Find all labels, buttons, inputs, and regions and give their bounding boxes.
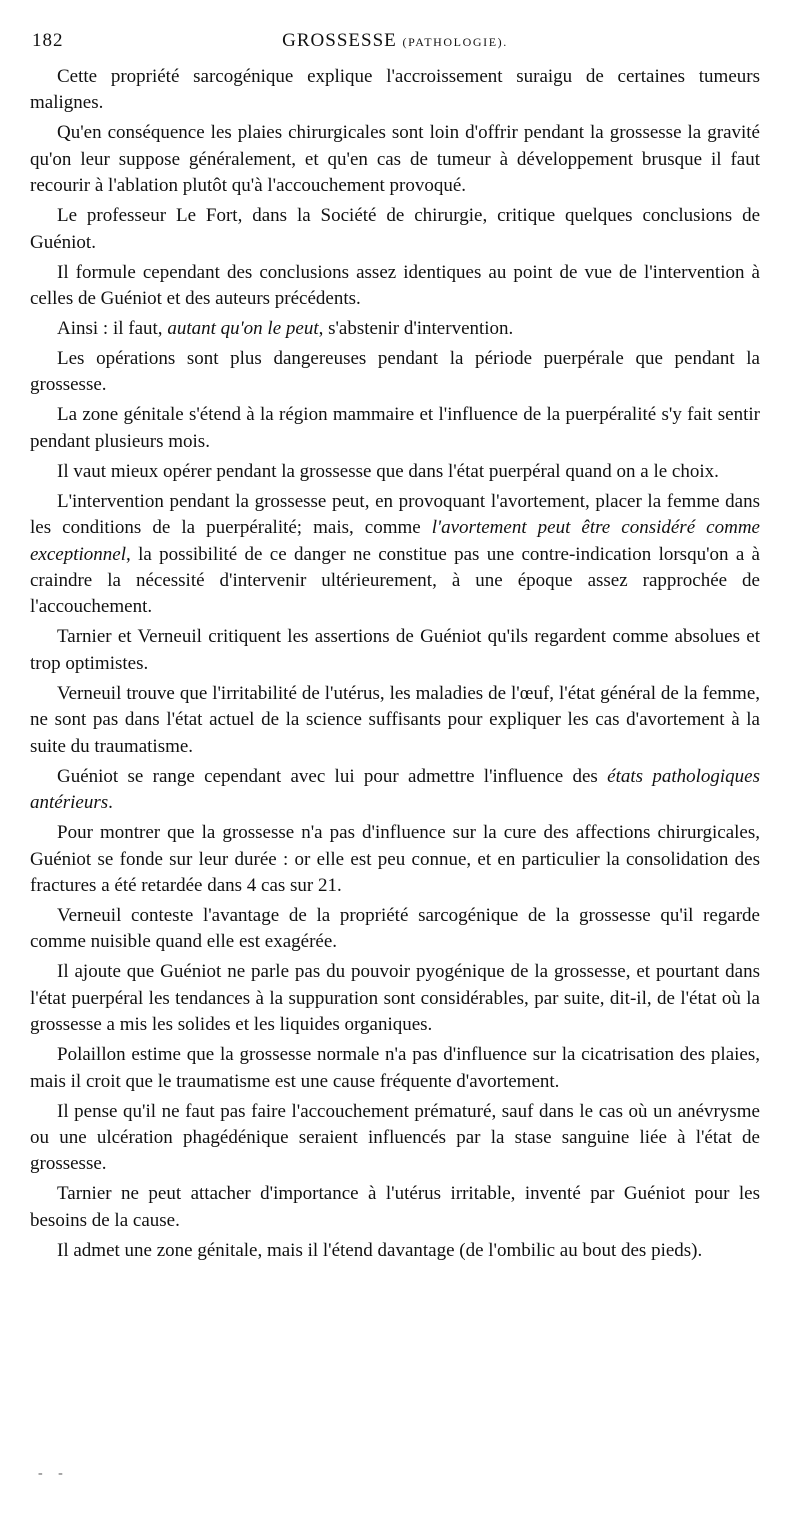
text-run: Guéniot se range cependant avec lui pour admettre l'influence des [57,765,608,787]
paragraph [30,681,760,760]
paragraph [30,260,760,313]
running-title-subtitle: (PATHOLOGIE). [402,35,508,49]
text-run: Cette propriété sarcogénique explique l'accroissement suraigu de certaines tumeurs malignes. [30,66,760,114]
text-run: Verneuil trouve que l'irritabilité de l'utérus, les maladies de l'œuf, l'état général de la femme, ne sont pas dans l'état actuel de la science suffisants pour expliquer les cas d'avortement à la suite du traumatisme. [30,682,760,757]
paragraph [30,489,760,621]
paragraph [30,959,760,1038]
text-run: L'intervention pendant la grossesse peut, en provoquant l'avortement, placer la femme dans les conditions de la puerpéralité; mais, comme [30,490,760,539]
paragraph [30,1238,760,1264]
italic-text: autant qu'on le peut [167,318,319,340]
paragraph [30,820,760,899]
paragraph [30,624,760,677]
paragraph [30,316,760,342]
text-run: , s'abstenir d'intervention. [318,318,514,340]
text-run: Polaillon estime que la grossesse normale n'a pas d'influence sur la cicatrisation des plaies, mais il croit que le traumatisme est une cause fréquente d'avortement. [30,1044,760,1092]
running-title-main: GROSSESSE [282,30,397,51]
page-number: 182 [32,30,64,51]
text-run: Les opérations sont plus dangereuses pendant la période puerpérale que pendant la grossesse. [30,348,760,396]
paragraph [30,903,760,956]
body-text [30,64,760,1268]
text-run: Qu'en conséquence les plaies chirurgicales sont loin d'offrir pendant la grossesse la gravité qu'on leur suppose généralement, et qu'en cas de tumeur à développement brusque il faut recourir à l'ablation plutôt qu'à l'accouchement provoqué. [30,122,760,197]
running-title [30,30,760,52]
paragraph [30,346,760,399]
paragraph [30,64,760,117]
page-header [30,28,760,62]
text-run: Le professeur Le Fort, dans la Société de chirurgie, critique quelques conclusions de Guéniot. [30,205,760,253]
text-run: Il ajoute que Guéniot ne parle pas du pouvoir pyogénique de la grossesse, et pourtant dans l'état puerpéral les tendances à la suppuration sont considérables, par suite, dit-il, de l'état où la grossesse a mis les solides et les liquides organiques. [30,961,760,1036]
text-run: Il formule cependant des conclusions assez identiques au point de vue de l'intervention à celles de Guéniot et des auteurs précédents. [30,261,760,310]
text-run: Il admet une zone génitale, mais il l'étend davantage (de l'ombilic au bout des pieds). [57,1239,703,1261]
paragraph [30,1181,760,1234]
text-run: Tarnier ne peut attacher d'importance à l'utérus irritable, inventé par Guéniot pour les besoins de la cause. [30,1183,760,1231]
paragraph [30,120,760,199]
footer-marks: - - [38,1466,69,1481]
text-run: Ainsi : il faut, [57,318,168,340]
text-run: Verneuil conteste l'avantage de la propriété sarcogénique de la grossesse qu'il regarde comme nuisible quand elle est exagérée. [30,904,760,953]
italic-text: l'avortement peut être considéré comme exceptionnel [30,517,760,565]
text-run: . [108,792,113,814]
italic-text: états pathologiques antérieurs [30,765,760,814]
paragraph [30,1099,760,1178]
text-run: Il vaut mieux opérer pendant la grossesse que dans l'état puerpéral quand on a le choix. [57,460,719,482]
paragraph [30,203,760,256]
paragraph [30,459,760,485]
text-run: Pour montrer que la grossesse n'a pas d'influence sur la cure des affections chirurgicales, Guéniot se fonde sur leur durée : or elle est peu connue, et en particulier la consolidation des fractures a été retardée dans 4 cas sur 21. [30,822,760,896]
text-run: Il pense qu'il ne faut pas faire l'accouchement prématuré, sauf dans le cas où un anévrysme ou une ulcération phagédénique seraient influencés par la stase sanguine liée à l'état de grossesse. [30,1100,760,1175]
text-run: , la possibilité de ce danger ne constitue pas une contre-indication lorsqu'on a à craindre la nécessité d'intervenir ultérieurement, à une époque assez rapprochée de l'accouchement. [30,543,760,618]
text-run: La zone génitale s'étend à la région mammaire et l'influence de la puerpéralité s'y fait sentir pendant plusieurs mois. [30,404,760,452]
paragraph [30,764,760,817]
paragraph [30,1042,760,1095]
text-run: Tarnier et Verneuil critiquent les assertions de Guéniot qu'ils regardent comme absolues et trop optimistes. [30,626,760,674]
paragraph [30,402,760,455]
